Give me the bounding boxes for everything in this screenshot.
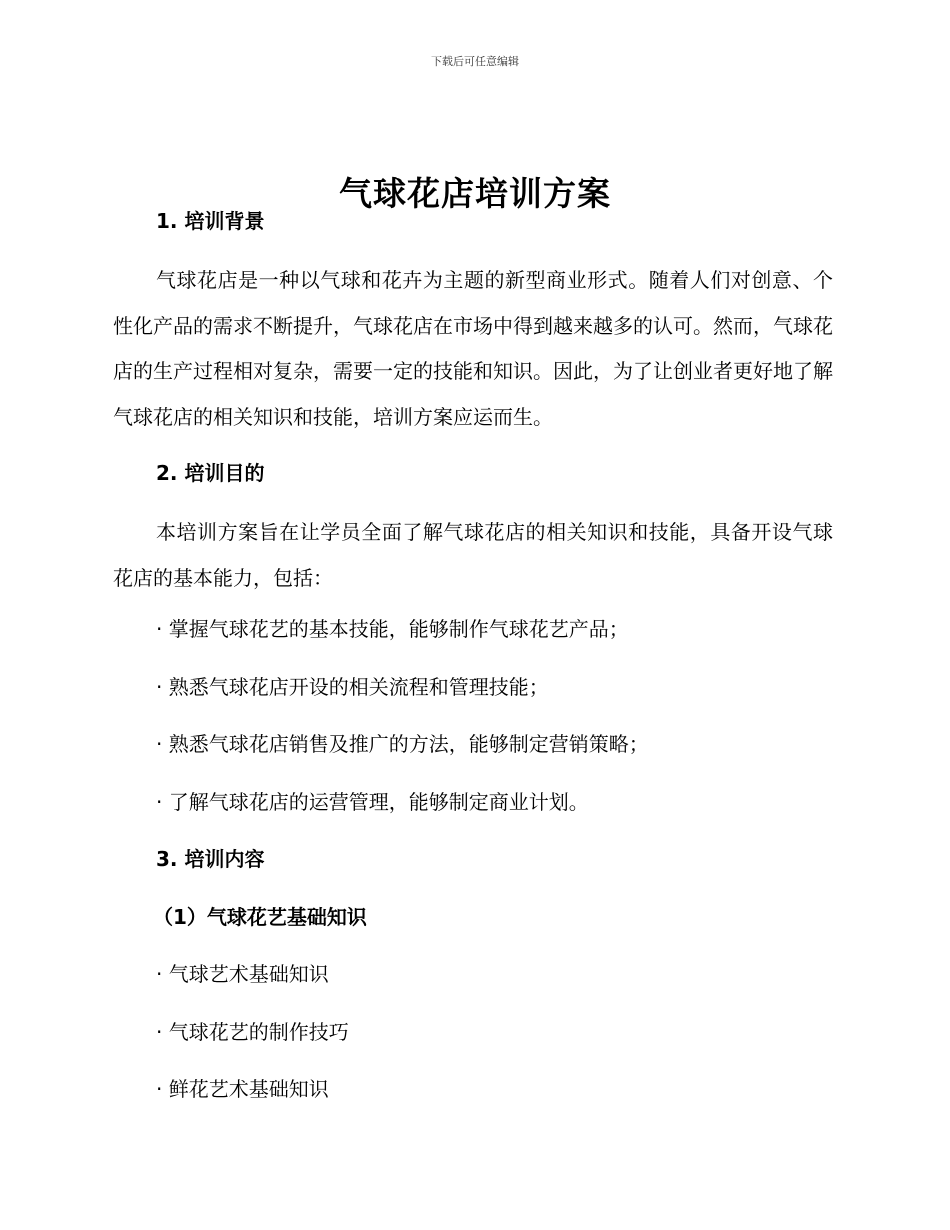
list-item: · 气球艺术基础知识 xyxy=(156,962,329,986)
list-item: · 鲜花艺术基础知识 xyxy=(156,1077,329,1101)
list-item: · 熟悉气球花店销售及推广的方法，能够制定营销策略； xyxy=(156,732,649,756)
section-paragraph: 气球花店是一种以气球和花卉为主题的新型商业形式。随着人们对创意、个性化产品的需求不断提升，气球花店在市场中得到越来越多的认可。然而，气球花店的生产过程相对复杂，需要一定的技能和知识。因此，为了让创业者更好地了解气球花店的相关知识和技能，培训方案应运而生。 xyxy=(113,268,833,429)
section-purpose xyxy=(113,448,833,831)
section-content xyxy=(113,831,833,1119)
list-item: · 气球花艺的制作技巧 xyxy=(156,1019,349,1044)
section-background xyxy=(113,196,833,440)
page-header-note: 下载后可任意编辑 xyxy=(431,55,519,68)
section-subheading: （1）气球花艺基础知识 xyxy=(153,904,367,929)
document-title: 气球花店培训方案 xyxy=(339,174,611,214)
document-body xyxy=(113,196,833,1119)
list-item: · 了解气球花店的运营管理，能够制定商业计划。 xyxy=(156,789,589,814)
section-heading: 3. 培训内容 xyxy=(156,847,265,871)
list-item: · 熟悉气球花店开设的相关流程和管理技能； xyxy=(156,674,549,699)
section-heading: 1. 培训背景 xyxy=(156,209,265,233)
section-heading: 2. 培训目的 xyxy=(156,461,265,485)
list-item: · 掌握气球花艺的基本技能，能够制作气球花艺产品； xyxy=(156,617,629,641)
section-paragraph: 本培训方案旨在让学员全面了解气球花店的相关知识和技能，具备开设气球花店的基本能力，包括： xyxy=(113,520,833,590)
